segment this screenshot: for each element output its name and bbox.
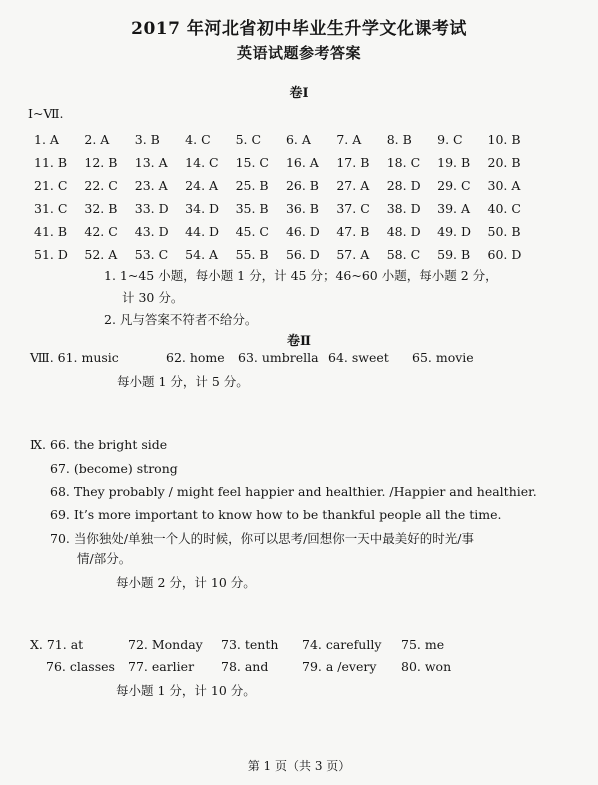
viii-q61: Ⅷ. 61. music: [30, 350, 119, 365]
answer-cell: 23. A: [134, 178, 168, 193]
answer-cell: 57. A: [336, 247, 370, 262]
answer-cell: 4. C: [185, 132, 211, 147]
answer-row: [34, 243, 538, 266]
answer-cell: 31. C: [34, 201, 68, 216]
answer-row: [34, 151, 538, 174]
answer-cell: 51. D: [34, 247, 68, 262]
answer-cell: 34. D: [185, 201, 220, 216]
viii-score: 每小题 1 分，计 5 分。: [117, 374, 249, 389]
answer-row: [34, 174, 538, 197]
answer-cell: 52. A: [84, 247, 118, 262]
answer-cell: 8. B: [386, 132, 412, 147]
answer-cell: 25. B: [235, 178, 269, 193]
answer-cell: 49. D: [437, 224, 471, 239]
ix-q66: Ⅸ. 66. the bright side: [30, 437, 168, 452]
answer-cell: 12. B: [84, 155, 118, 170]
answer-row: [34, 220, 538, 243]
answer-cell: 38. D: [386, 201, 421, 216]
ix-q70-line2: 情/部分。: [77, 551, 132, 566]
part2-label: 卷Ⅱ: [287, 334, 311, 349]
answer-cell: 32. B: [84, 201, 118, 216]
answer-cell: 21. C: [34, 178, 68, 193]
answer-cell: 18. C: [386, 155, 421, 170]
answer-cell: 37. C: [336, 201, 370, 216]
x-q79: 79. a /every: [302, 659, 377, 674]
answer-cell: 6. A: [285, 132, 311, 147]
answer-cell: 27. A: [336, 178, 370, 193]
answer-cell: 58. C: [386, 247, 421, 262]
answer-cell: 1. A: [34, 132, 59, 147]
answer-cell: 20. B: [487, 155, 521, 170]
viii-q62: 62. home: [166, 350, 225, 365]
answer-cell: 24. A: [185, 178, 219, 193]
answer-cell: 50. B: [487, 224, 521, 239]
answer-cell: 13. A: [134, 155, 168, 170]
answer-grid: [34, 128, 538, 266]
page-footer: 第 1 页（共 3 页）: [247, 759, 351, 773]
answer-cell: 22. C: [84, 178, 118, 193]
answer-cell: 56. D: [285, 247, 320, 262]
answer-cell: 5. C: [235, 132, 262, 147]
answer-cell: 54. A: [185, 247, 219, 262]
answer-cell: 33. D: [134, 201, 169, 216]
exam-subtitle: 英语试题参考答案: [236, 44, 361, 62]
x-q74: 74. carefully: [302, 637, 382, 652]
x-q80: 80. won: [401, 659, 452, 674]
x-q77: 77. earlier: [128, 659, 195, 674]
answer-cell: 11. B: [34, 155, 68, 170]
answer-cell: 40. C: [487, 201, 521, 216]
viii-q63: 63. umbrella: [238, 350, 319, 365]
part1-label: 卷Ⅰ: [289, 86, 309, 101]
answer-cell: 26. B: [285, 178, 319, 193]
answer-cell: 10. B: [487, 132, 521, 147]
part1-note1-line2: 计 30 分。: [122, 290, 184, 305]
answer-row: [34, 197, 538, 220]
answer-cell: 44. D: [185, 224, 220, 239]
part1-range: Ⅰ~Ⅶ.: [28, 106, 64, 121]
answer-cell: 15. C: [235, 155, 269, 170]
answer-cell: 9. C: [437, 132, 463, 147]
answer-cell: 19. B: [437, 155, 471, 170]
answer-cell: 2. A: [84, 132, 110, 147]
answer-cell: 43. D: [134, 224, 169, 239]
answer-cell: 17. B: [336, 155, 370, 170]
answer-cell: 30. A: [487, 178, 521, 193]
ix-score: 每小题 2 分，计 10 分。: [116, 575, 256, 590]
x-q75: 75. me: [401, 637, 445, 652]
answer-row: [34, 128, 538, 151]
answer-cell: 35. B: [235, 201, 269, 216]
ix-q67: 67. (become) strong: [50, 461, 178, 476]
viii-q64: 64. sweet: [328, 350, 389, 365]
x-q71: Ⅹ. 71. at: [30, 637, 84, 652]
x-q78: 78. and: [221, 659, 269, 674]
answer-cell: 3. B: [134, 132, 160, 147]
ix-q69: 69. It’s more important to know how to be thankful people all the time.: [50, 507, 502, 522]
answer-cell: 55. B: [235, 247, 269, 262]
answer-cell: 45. C: [235, 224, 269, 239]
part1-note2: 2. 凡与答案不符者不给分。: [104, 312, 258, 327]
part1-note1-line1: 1. 1~45 小题，每小题 1 分，计 45 分；46~60 小题，每小题 2 分，: [104, 268, 498, 283]
ix-q70-line1: 70. 当你独处/单独一个人的时候，你可以思考/回想你一天中最美好的时光/事: [50, 531, 474, 546]
answer-cell: 16. A: [285, 155, 319, 170]
answer-cell: 48. D: [386, 224, 421, 239]
answer-cell: 14. C: [185, 155, 219, 170]
answer-cell: 42. C: [84, 224, 118, 239]
answer-cell: 53. C: [134, 247, 169, 262]
x-q72: 72. Monday: [128, 637, 203, 652]
answer-cell: 36. B: [285, 201, 319, 216]
answer-cell: 29. C: [437, 178, 471, 193]
viii-q65: 65. movie: [412, 350, 474, 365]
answer-cell: 60. D: [487, 247, 522, 262]
answer-cell: 39. A: [437, 201, 471, 216]
exam-title: 2017 年河北省初中毕业生升学文化课考试: [131, 19, 467, 39]
x-q76: 76. classes: [46, 659, 115, 674]
answer-cell: 41. B: [34, 224, 68, 239]
answer-cell: 28. D: [386, 178, 421, 193]
ix-q68: 68. They probably / might feel happier and healthier. /Happier and healthier.: [50, 484, 537, 499]
x-score: 每小题 1 分，计 10 分。: [116, 683, 256, 698]
answer-cell: 47. B: [336, 224, 370, 239]
x-q73: 73. tenth: [221, 637, 279, 652]
answer-cell: 46. D: [285, 224, 320, 239]
answer-cell: 7. A: [336, 132, 362, 147]
answer-cell: 59. B: [437, 247, 471, 262]
